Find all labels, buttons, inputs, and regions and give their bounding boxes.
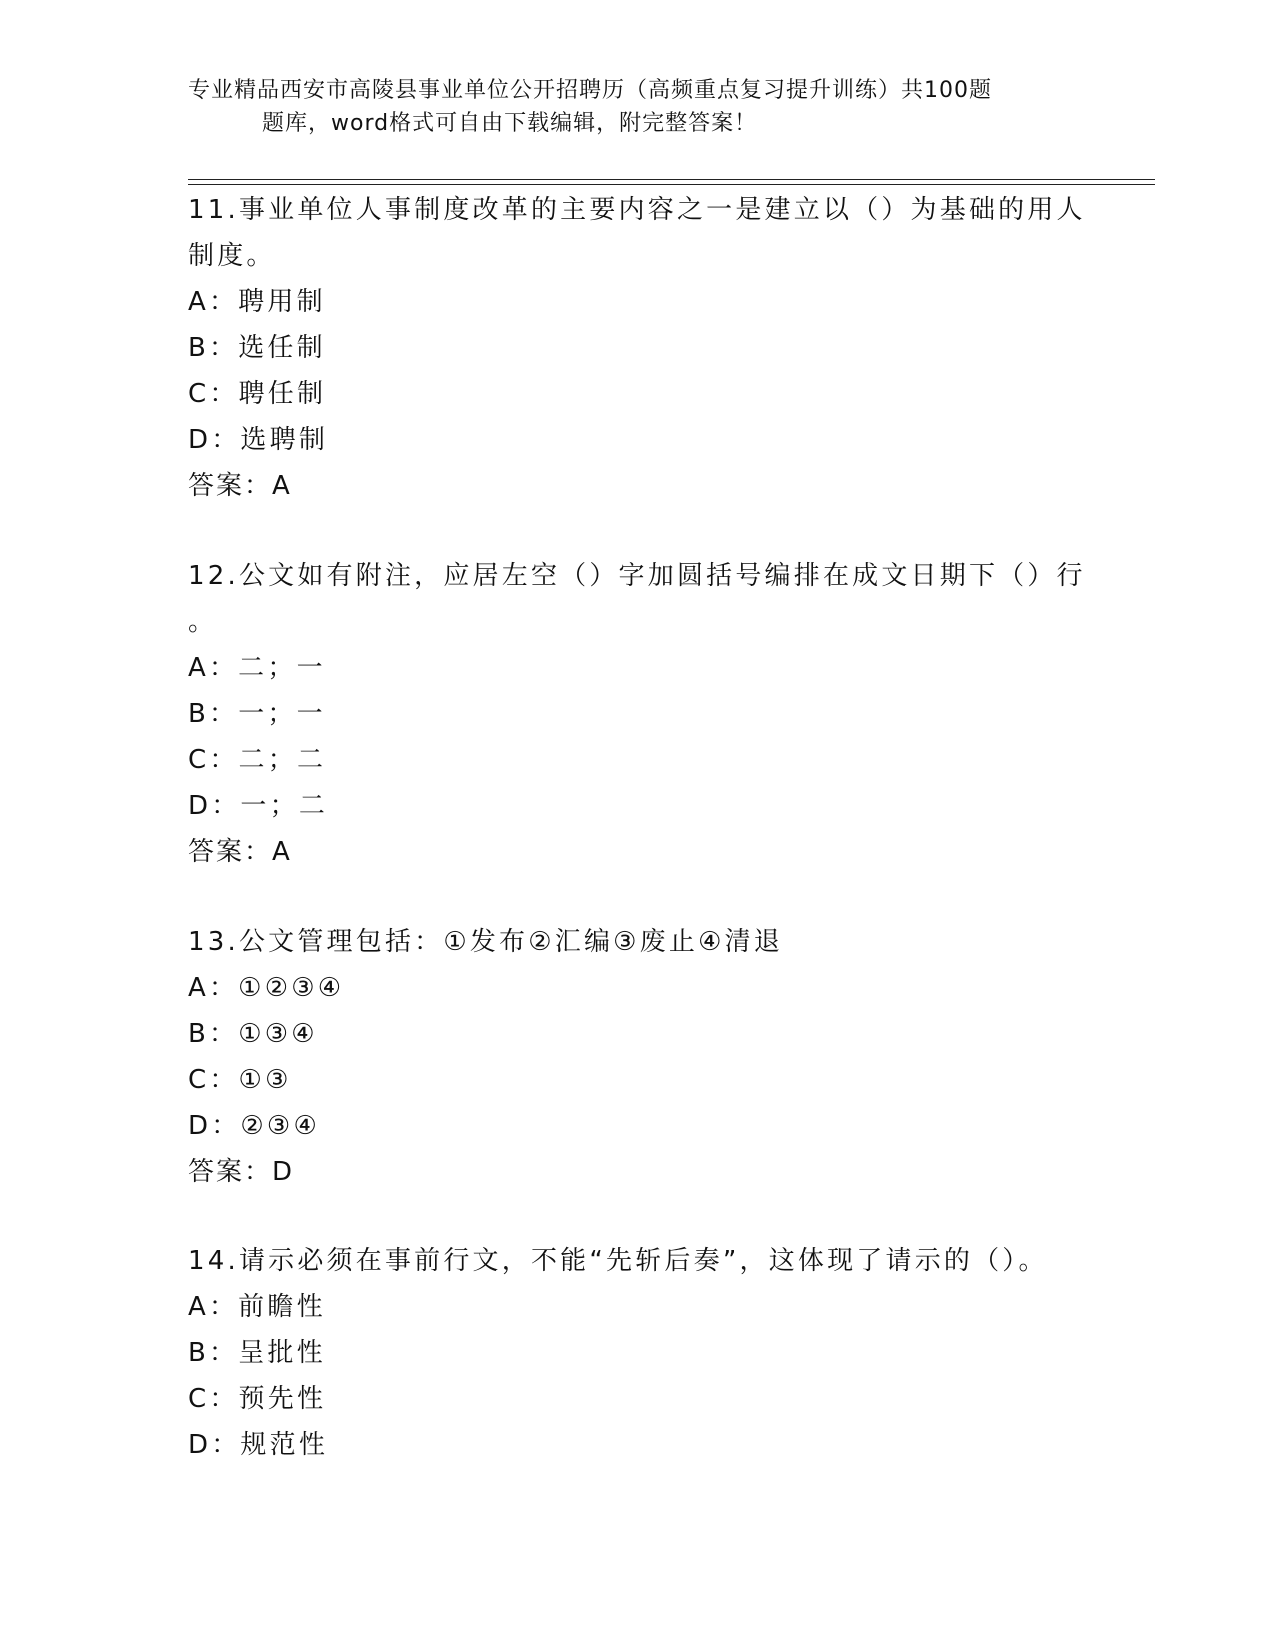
option-a: A：聘用制: [188, 287, 326, 317]
header-line-1: 专业精品西安市高陵县事业单位公开招聘历（高频重点复习提升训练）共100题: [188, 78, 992, 103]
header-divider-top: [188, 179, 1155, 180]
question-stem-continued: 制度。: [188, 241, 276, 271]
question-stem: 13.公文管理包括：①发布②汇编③废止④清退: [188, 927, 783, 957]
option-c: C：聘任制: [188, 379, 327, 409]
option-b: B：选任制: [188, 333, 326, 363]
answer-line: 答案：A: [188, 837, 292, 867]
document-header: [188, 74, 1068, 140]
question-stem: 12.公文如有附注，应居左空（）字加圆括号编排在成文日期下（）行: [188, 561, 1086, 591]
option-a: A：①②③④: [188, 973, 345, 1003]
question-12: [188, 553, 1088, 875]
option-b: B：呈批性: [188, 1338, 326, 1368]
option-d: D：选聘制: [188, 425, 329, 455]
question-14: [188, 1238, 1088, 1468]
option-b: B：①③④: [188, 1019, 318, 1049]
option-c: C：二；二: [188, 745, 327, 775]
option-c: C：预先性: [188, 1384, 327, 1414]
option-d: D：②③④: [188, 1111, 320, 1141]
question-stem: 11.事业单位人事制度改革的主要内容之一是建立以（）为基础的用人: [188, 195, 1086, 225]
question-11: [188, 187, 1088, 509]
header-line-2: 题库，word格式可自由下载编辑，附完整答案！: [262, 111, 758, 136]
option-b: B：一；一: [188, 699, 326, 729]
answer-line: 答案：D: [188, 1157, 295, 1187]
answer-line: 答案：A: [188, 471, 292, 501]
option-d: D：规范性: [188, 1430, 329, 1460]
option-a: A：二；一: [188, 653, 326, 683]
question-stem-continued: 。: [188, 607, 218, 637]
option-a: A：前瞻性: [188, 1292, 326, 1322]
question-13: [188, 919, 1088, 1195]
question-stem: 14.请示必须在事前行文，不能“先斩后奏”，这体现了请示的（）。: [188, 1246, 1048, 1276]
option-c: C：①③: [188, 1065, 292, 1095]
option-d: D：一；二: [188, 791, 329, 821]
header-divider-bottom: [188, 184, 1155, 185]
